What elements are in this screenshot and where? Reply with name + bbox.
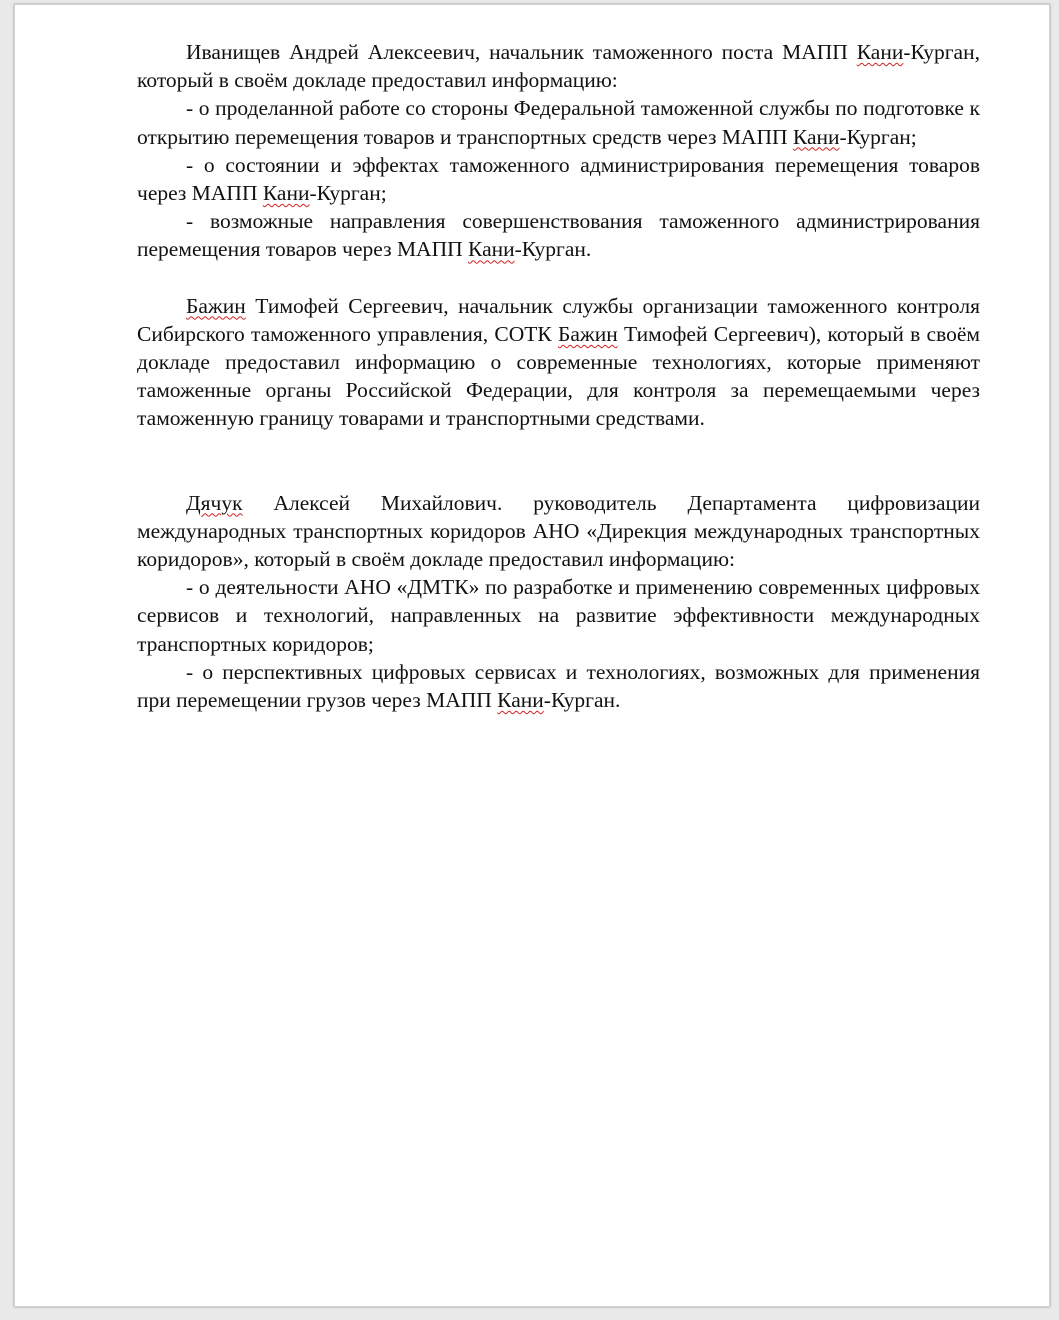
blank-line (137, 264, 980, 292)
bullet-item: - о проделанной работе со стороны Федеральной таможенной службы по подготовке к открытию перемещения товаров и транспортных средств через МАПП Кани-Курган; (137, 96, 980, 149)
document-page[interactable] (14, 4, 1050, 1307)
document-body[interactable] (137, 38, 980, 714)
spellcheck-flagged-word[interactable]: Дячук (186, 490, 243, 515)
spellcheck-flagged-word[interactable]: Кани (792, 124, 840, 149)
spellcheck-flagged-word[interactable]: Кани (497, 688, 544, 713)
bullet-item: - возможные направления совершенствования таможенного администрирования перемещения товаров через МАПП Кани-Курган. (137, 209, 980, 262)
person-name: Иванищев (186, 40, 281, 64)
paragraph-ivanishchev: Иванищев Андрей Алексеевич, начальник таможенного поста МАПП Кани-Курган, который в своём докладе предоставил информацию: (137, 40, 980, 93)
spellcheck-flagged-word[interactable]: Кани (468, 237, 515, 262)
spellcheck-flagged-word[interactable]: Кани (262, 181, 310, 206)
bullet-item: - о деятельности АНО «ДМТК» по разработке и применению современных цифровых сервисов и технологий, направленных на развитие эффективности международных транспортных коридоров; (137, 575, 980, 656)
paragraph-bazhin: Бажин Тимофей Сергеевич, начальник службы организации таможенного контроля Сибирского таможенного управления, СОТК Бажин Тимофей Сергеевич), который в своём докладе предоставил информацию о современные технологиях, которые применяют таможенные органы Российской Федерации, для контроля за перемещаемыми через таможенную границу товарами и транспортными средствами. (137, 293, 980, 431)
paragraph-dyachuk: Дячук Алексей Михайлович. руководитель Департамента цифровизации международных транспортных коридоров АНО «Дирекция международных транспортных коридоров», который в своём докладе предоставил информацию: (137, 490, 980, 572)
blank-lines (137, 433, 980, 489)
spellcheck-flagged-word[interactable]: Бажин (557, 321, 618, 346)
bullet-item: - о состоянии и эффектах таможенного администрирования перемещения товаров через МАПП Кани-Курган; (137, 152, 980, 206)
spellcheck-flagged-word[interactable]: Бажин (186, 293, 246, 318)
bullet-item: - о перспективных цифровых сервисах и технологиях, возможных для применения при перемещении грузов через МАПП Кани-Курган. (137, 659, 980, 713)
spellcheck-flagged-word[interactable]: Кани (856, 40, 904, 64)
